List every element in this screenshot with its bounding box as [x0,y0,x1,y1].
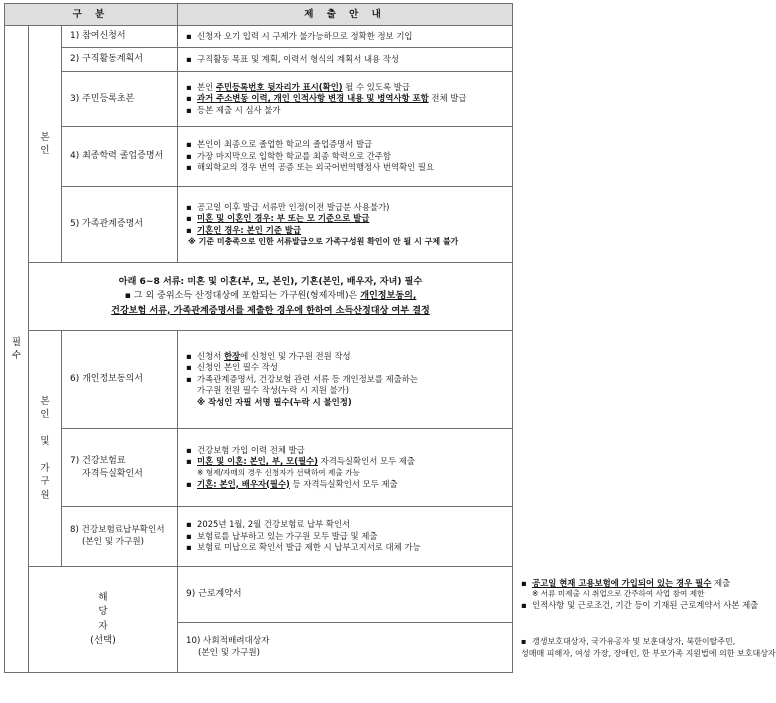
item-label: 4) 최종학력 졸업증명서 [62,127,178,187]
notice-line-2: ▪ 그 외 중위소득 산정대상에 포함되는 가구원(형제자매)은 개인정보동의, [124,291,417,302]
header-category: 구 분 [5,4,178,26]
notice-line-1: 아래 6~8 서류: 미혼 및 이혼(부, 모, 본인), 기혼(본인, 배우자, 자녀) 필수 [118,277,423,288]
notice-box [29,263,513,331]
item-label: 2) 구직활동계획서 [62,48,178,72]
item-label: 10) 사회적배려대상자 (본인 및 가구원) [178,623,513,673]
group-required: 필 수 [5,26,29,673]
item-label: 8) 건강보험료납부확인서 (본인 및 가구원) [62,507,178,567]
item-desc: ▪ 신청자 오기 입력 시 구제가 불가능하므로 정확한 정보 기입 [178,26,513,48]
table-row [5,429,513,507]
document-table [4,3,776,673]
item-desc: ▪ 본인이 최종으로 졸업한 학교의 졸업증명서 발급 ▪ 가장 마지막으로 입학한 학교를 최종 학력으로 간주함 ▪ 해외학교의 경우 번역 공증 또는 외국어번역행정사 번역확인 필요 [178,127,513,187]
item-desc: ▪ 2025년 1월, 2월 건강보험료 납부 확인서 ▪ 보험료를 납부하고 있는 가구원 모두 발급 및 제출 ▪ 보험료 미납으로 확인서 발급 제한 시 납부고지서로 대체 가능 [178,507,513,567]
item-label: 3) 주민등록초본 [62,72,178,127]
item-desc: ▪ 신청서 한장에 신청인 및 가구원 전원 작성 ▪ 신청인 본인 필수 작성 ▪ 가족관계증명서, 건강보험 관련 서류 등 개인정보를 제출하는 가구원 전원 필수 작성(누락 시 지원 불가) ※ 작성인 자필 서명 필수(누락 시 불인정) [178,331,513,429]
notice-line-3: 건강보험 서류, 가족관계증명서를 제출한 경우에 한하여 소득산정대상 여부 결정 [111,305,430,316]
table-row [5,507,513,567]
notice-row [5,263,513,331]
group-self: 본 인 [29,26,62,263]
table-row [5,127,513,187]
item-label: 5) 가족관계증명서 [62,187,178,263]
item-label: 9) 근로계약서 [178,567,513,623]
header-row [5,4,513,26]
group-optional: 해 당 자 (선택) [29,567,178,673]
header-guide: 제 출 안 내 [178,4,513,26]
item-desc: ▪ 건강보험 가입 이력 전체 발급 ▪ 미혼 및 이혼: 본인, 부, 모(필수) 자격득실확인서 모두 제출 ※ 형제/자매의 경우 신청자가 선택하여 제출 가능 ▪ 기혼: 본인, 배우자(필수) 등 자격득실확인서 모두 제출 [178,429,513,507]
item-label: 6) 개인정보동의서 [62,331,178,429]
table-row: 10) 사회적배려대상자 (본인 및 가구원) ▪ 갱생보호대상자, 국가유공자 및 보훈대상자, 북한이탈주민, 성매매 피해자, 여성 가장, 장애인, 한 부모가족 지원법에 의한 보호대상자 [5,623,513,673]
item-label: 1) 참여신청서 [62,26,178,48]
item-desc: ▪ 구직활동 목표 및 계획, 이력서 형식의 계획서 내용 작성 [178,48,513,72]
table-row [5,331,513,429]
item-label: 7) 건강보험료 자격득실확인서 [62,429,178,507]
table-row [5,48,513,72]
table-row [5,187,513,263]
item-desc: ▪ 본인 주민등록번호 뒷자리가 표시(확인) 될 수 있도록 발급 ▪ 과거 주소변동 이력, 개인 인적사항 변경 내용 및 병역사항 포함 전체 발급 ▪ 등본 제출 시 심사 불가 [178,72,513,127]
item-desc: ▪ 공고일 이후 발급 서류만 인정(이전 발급분 사용불가) ▪ 미혼 및 이혼인 경우: 부 또는 모 기준으로 발급 ▪ 기혼인 경우: 본인 기준 발급 ※ 기준 미충족으로 인한 서류발급으로 가족구성원 확인이 안 될 시 구제 불가 [178,187,513,263]
table-row: 해 당 자 (선택) 9) 근로계약서 ▪ 공고일 현재 고용보험에 가입되어 있는 경우 필수 제출 ※ 서류 미제출 시 취업으로 간주하여 사업 참여 제한 ▪ 인적사항 및 근로조건, 기간 등이 기재된 근로계약서 사본 제출 [5,567,513,623]
group-self-household: 본 인 및 가 구 원 [29,331,62,567]
table-row [5,26,513,48]
table-row [5,72,513,127]
